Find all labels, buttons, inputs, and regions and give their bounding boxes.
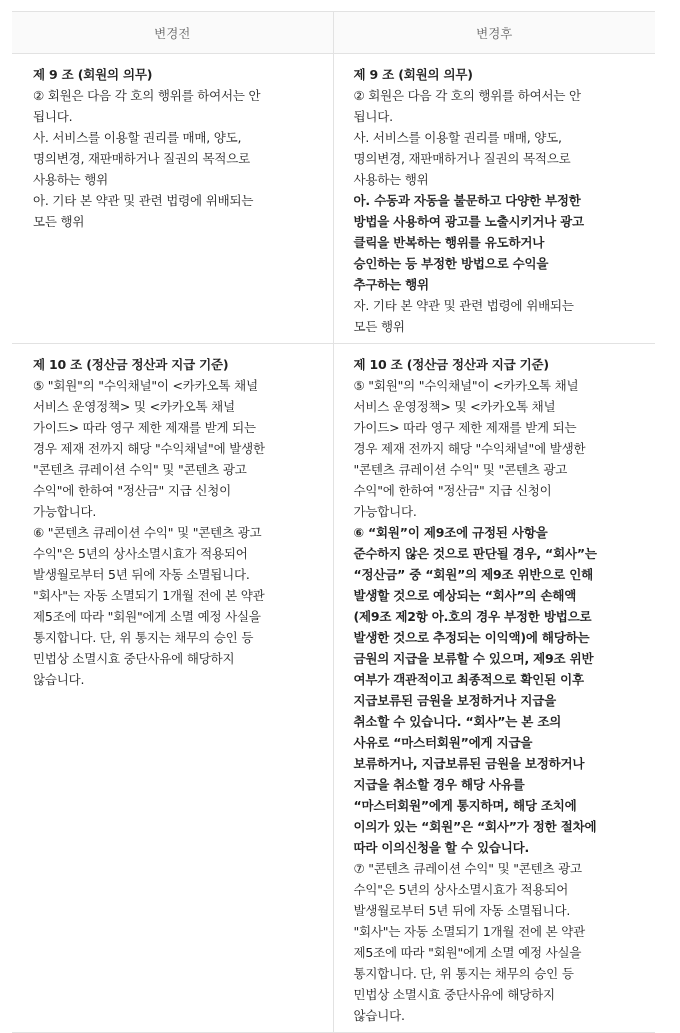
text-line: 명의변경, 재판매하거나 질권의 목적으로 — [33, 151, 250, 166]
table-row — [12, 54, 655, 344]
text-line: 여부가 객관적이고 최종적으로 확인된 이후 — [353, 672, 584, 687]
text-line: 사용하는 행위 — [33, 172, 109, 187]
text-line: 모든 행위 — [33, 214, 85, 229]
text-line: 명의변경, 재판매하거나 질권의 목적으로 — [353, 151, 571, 166]
text-line: 발생한 것으로 추정되는 이익액)에 해당하는 — [353, 630, 590, 645]
cell-after-article-9 — [333, 54, 655, 344]
text-line: 보류하거나, 지급보류된 금원을 보정하거나 — [353, 756, 585, 771]
cell-after-article-10 — [333, 344, 655, 1033]
text-line: 않습니다. — [353, 1008, 405, 1023]
text-line: “마스터회원”에게 통지하며, 해당 조치에 — [353, 798, 577, 813]
text-line: 자. 기타 본 약관 및 관련 법령에 위배되는 — [353, 298, 574, 313]
text-line: 제5조에 따라 "회원"에게 소멸 예정 사실을 — [353, 945, 582, 960]
text-line: 사용하는 행위 — [353, 172, 429, 187]
text-line: 클릭을 반복하는 행위를 유도하거나 — [353, 235, 545, 250]
terms-comparison — [12, 11, 655, 1033]
text-line: 수익"은 5년의 상사소멸시효가 적용되어 — [353, 882, 569, 897]
text-line: 통지합니다. 단, 위 통지는 채무의 승인 등 — [353, 966, 574, 981]
text-line: 취소할 수 있습니다. “회사”는 본 조의 — [353, 714, 562, 729]
table-row — [12, 344, 655, 1033]
text-line: 사. 서비스를 이용할 권리를 매매, 양도, — [33, 130, 242, 145]
header-before: 변경전 — [12, 12, 333, 54]
cell-before-article-9 — [12, 54, 333, 344]
text-line: “정산금” 중 “회원”의 제9조 위반으로 인해 — [353, 567, 593, 582]
text-line: 지급을 취소할 경우 해당 사유를 — [353, 777, 525, 792]
text-line: ⑥ “회원”이 제9조에 규정된 사항을 — [353, 525, 548, 540]
text-line: 제 9 조 (회원의 의무) — [353, 67, 473, 82]
text-line: ② 회원은 다음 각 호의 행위를 하여서는 안 — [353, 88, 581, 103]
text-line: 지급보류된 금원을 보정하거나 지급을 — [353, 693, 556, 708]
text-line: 사유로 “마스터회원”에게 지급을 — [353, 735, 533, 750]
text-line: 승인하는 등 부정한 방법으로 수익을 — [353, 256, 549, 271]
comparison-table — [12, 11, 655, 1033]
text-line: 발생월로부터 5년 뒤에 자동 소멸됩니다. — [353, 903, 571, 918]
text-line: 모든 행위 — [353, 319, 405, 334]
text-line: 제 10 조 (정산금 정산과 지급 기준) — [33, 357, 229, 372]
text-line: 가이드> 따라 영구 제한 제재를 받게 되는 — [33, 420, 256, 435]
text-line: 됩니다. — [353, 109, 393, 124]
text-line: (제9조 제2항 아.호의 경우 부정한 방법으로 — [353, 609, 592, 624]
cell-before-article-10 — [12, 344, 333, 1033]
text-line: 금원의 지급을 보류할 수 있으며, 제9조 위반 — [353, 651, 594, 666]
text-line: 가능합니다. — [33, 504, 97, 519]
text-line: 민법상 소멸시효 중단사유에 해당하지 — [33, 651, 235, 666]
text-line: 서비스 운영정책> 및 <카카오톡 채널 — [353, 399, 556, 414]
text-line: ⑤ "회원"의 "수익채널"이 <카카오톡 채널 — [353, 378, 579, 393]
text-line: "회사"는 자동 소멸되기 1개월 전에 본 약관 — [353, 924, 585, 939]
text-line: 통지합니다. 단, 위 통지는 채무의 승인 등 — [33, 630, 254, 645]
text-line: 가이드> 따라 영구 제한 제재를 받게 되는 — [353, 420, 577, 435]
text-line: 수익"에 한하여 "정산금" 지급 신청이 — [353, 483, 552, 498]
text-line: 사. 서비스를 이용할 권리를 매매, 양도, — [353, 130, 562, 145]
text-line: 이의가 있는 “회원”은 “회사”가 정한 절차에 — [353, 819, 597, 834]
text-line: 민법상 소멸시효 중단사유에 해당하지 — [353, 987, 555, 1002]
text-line: 수익"에 한하여 "정산금" 지급 신청이 — [33, 483, 231, 498]
text-line: "콘텐츠 큐레이션 수익" 및 "콘텐츠 광고 — [33, 462, 247, 477]
text-line: "회사"는 자동 소멸되기 1개월 전에 본 약관 — [33, 588, 265, 603]
text-line: 발생월로부터 5년 뒤에 자동 소멸됩니다. — [33, 567, 250, 582]
text-line: ⑤ "회원"의 "수익채널"이 <카카오톡 채널 — [33, 378, 258, 393]
text-line: 경우 제재 전까지 해당 "수익채널"에 발생한 — [33, 441, 265, 456]
text-line: 추구하는 행위 — [353, 277, 429, 292]
text-line: 서비스 운영정책> 및 <카카오톡 채널 — [33, 399, 235, 414]
text-line: 방법을 사용하여 광고를 노출시키거나 광고 — [353, 214, 584, 229]
text-line: 아. 기타 본 약관 및 관련 법령에 위배되는 — [33, 193, 254, 208]
text-line: 아. 수동과 자동을 불문하고 다양한 부정한 — [353, 193, 581, 208]
text-line: "콘텐츠 큐레이션 수익" 및 "콘텐츠 광고 — [353, 462, 568, 477]
text-line: 따라 이의신청을 할 수 있습니다. — [353, 840, 530, 855]
text-line: 수익"은 5년의 상사소멸시효가 적용되어 — [33, 546, 248, 561]
text-line: 않습니다. — [33, 672, 85, 687]
text-line: 경우 제재 전까지 해당 "수익채널"에 발생한 — [353, 441, 586, 456]
text-line: 제5조에 따라 "회원"에게 소멸 예정 사실을 — [33, 609, 261, 624]
header-after: 변경후 — [333, 12, 655, 54]
text-line: 가능합니다. — [353, 504, 417, 519]
header-row — [12, 12, 655, 54]
text-line: 됩니다. — [33, 109, 73, 124]
text-line: ② 회원은 다음 각 호의 행위를 하여서는 안 — [33, 88, 261, 103]
text-line: ⑥ "콘텐츠 큐레이션 수익" 및 "콘텐츠 광고 — [33, 525, 262, 540]
text-line: 제 9 조 (회원의 의무) — [33, 67, 153, 82]
text-line: 제 10 조 (정산금 정산과 지급 기준) — [353, 357, 549, 372]
text-line: 발생할 것으로 예상되는 “회사”의 손해액 — [353, 588, 577, 603]
text-line: 준수하지 않은 것으로 판단될 경우, “회사”는 — [353, 546, 597, 561]
text-line: ⑦ "콘텐츠 큐레이션 수익" 및 "콘텐츠 광고 — [353, 861, 582, 876]
